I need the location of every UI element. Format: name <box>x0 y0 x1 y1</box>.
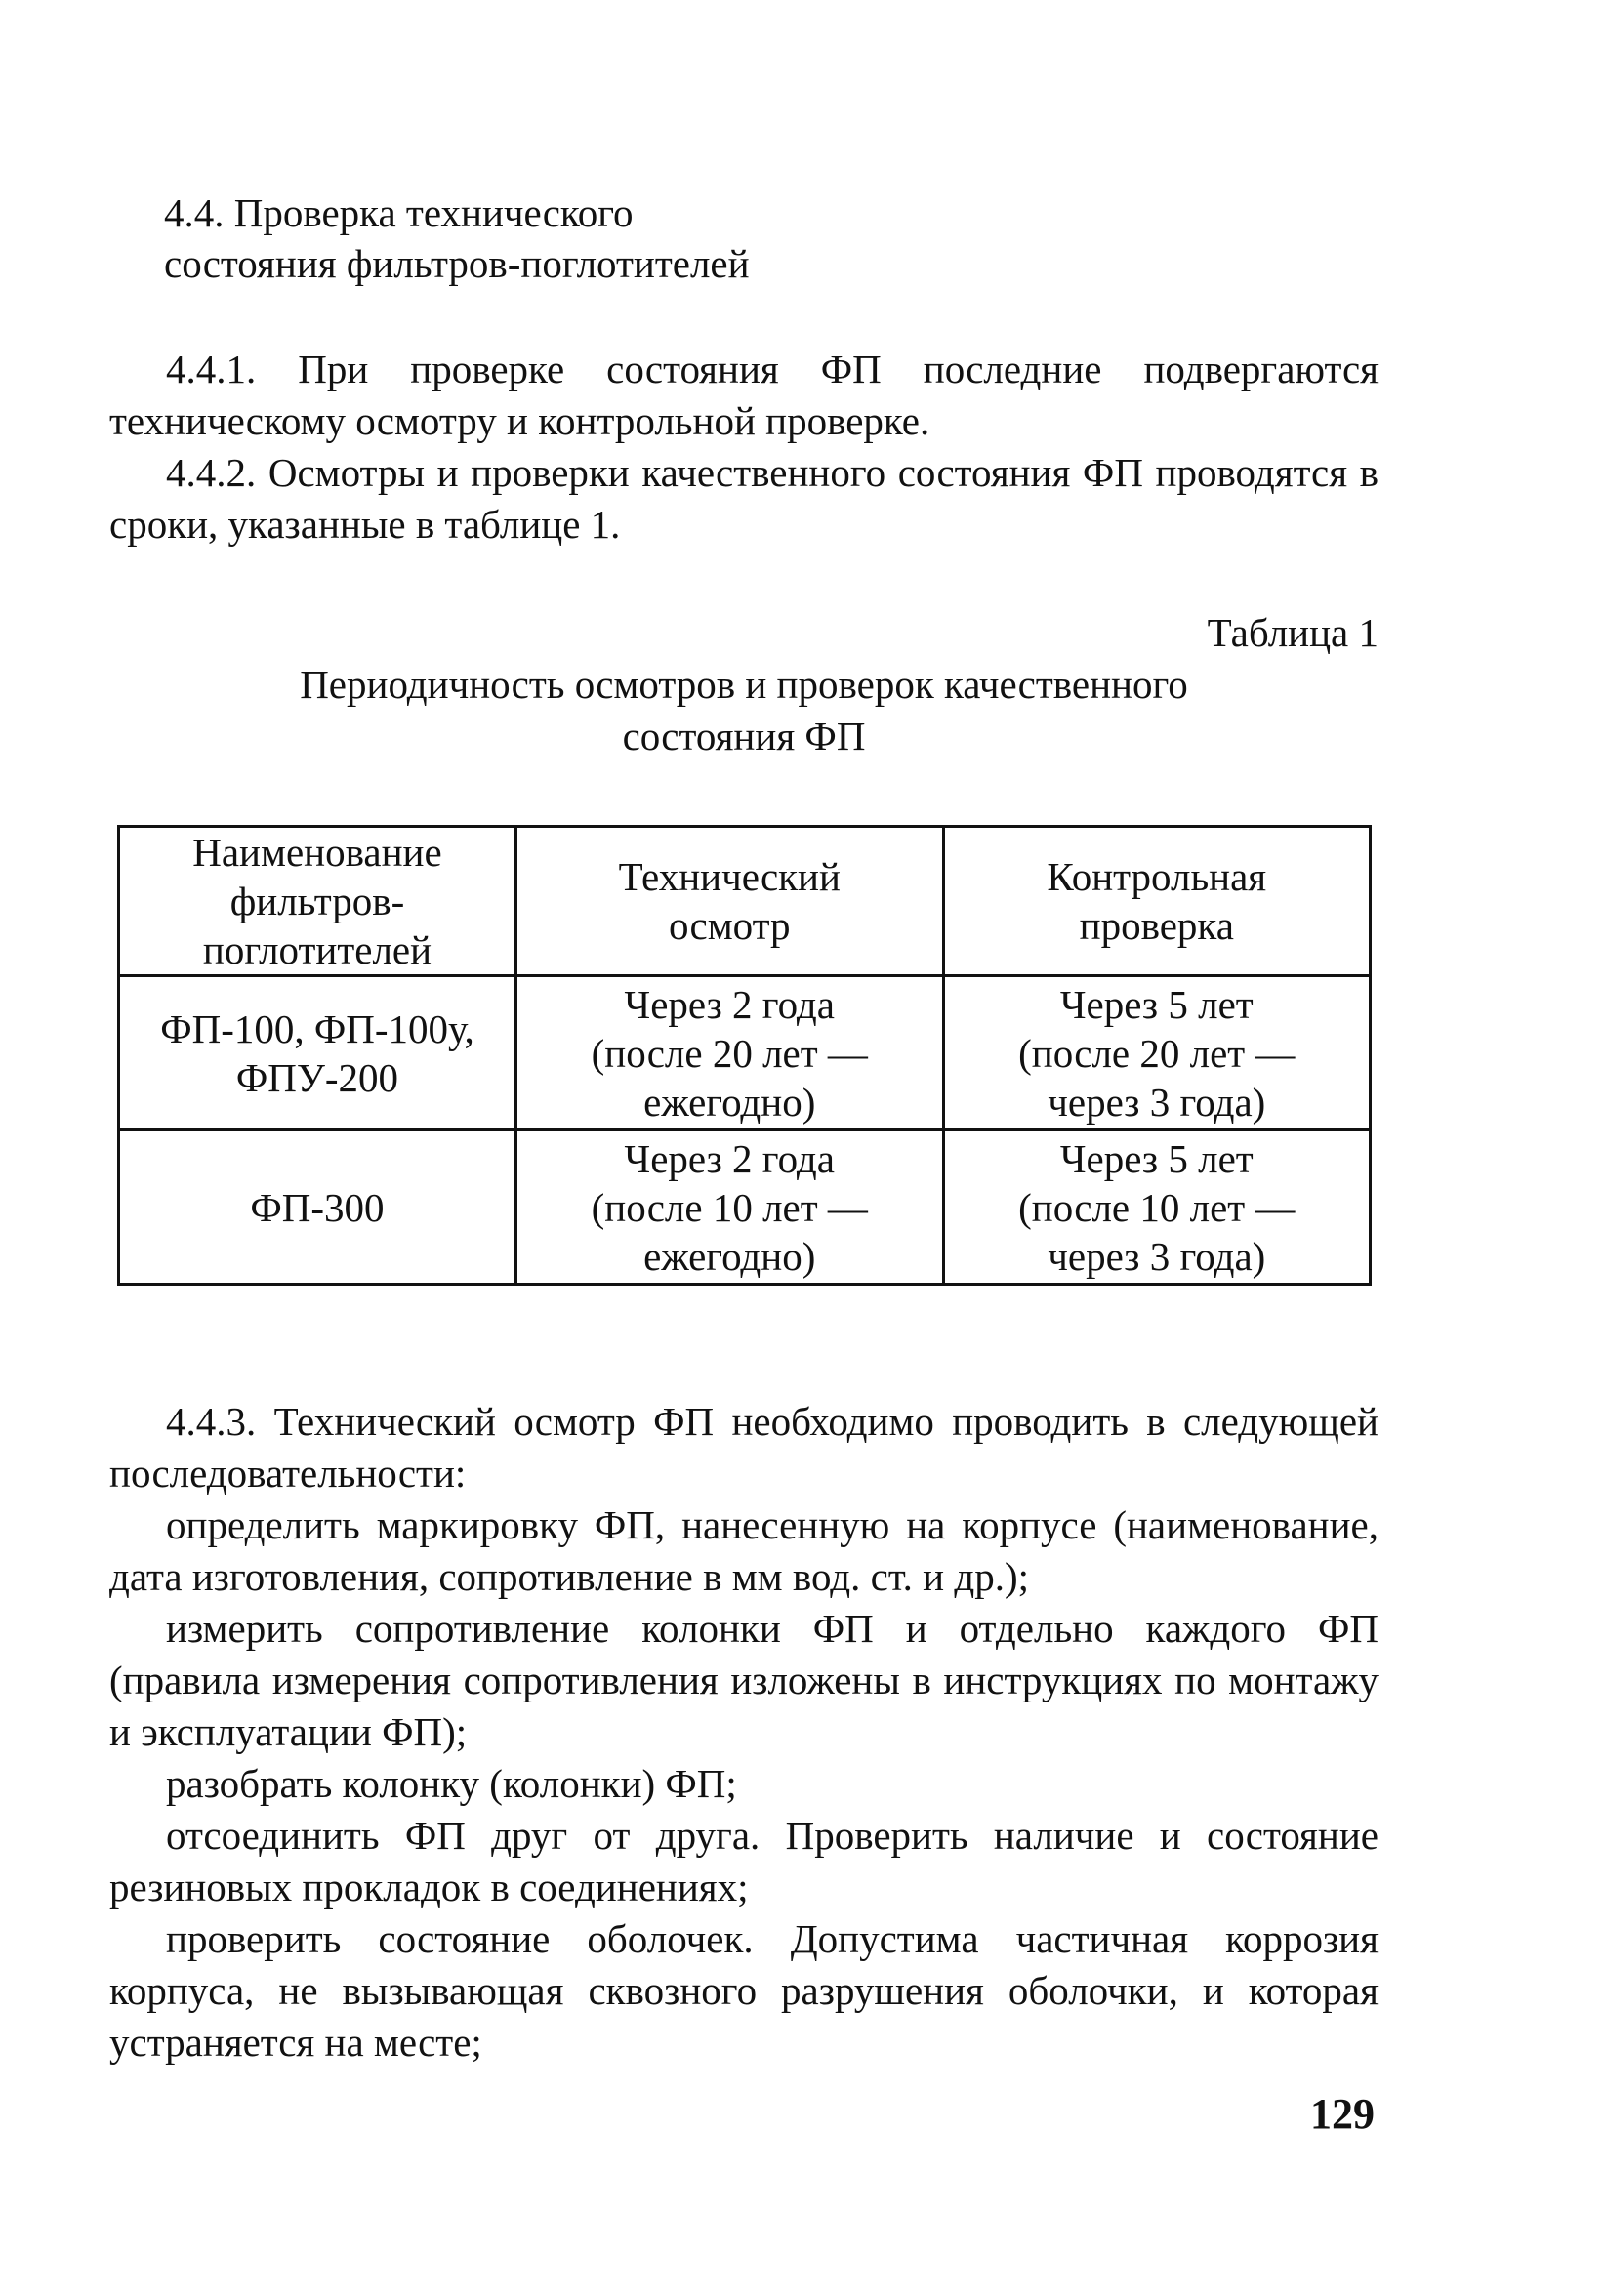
header-text: поглотителей <box>202 927 432 972</box>
header-text: осмотр <box>668 903 791 948</box>
section-heading-line-2: состояния фильтров-поглотителей <box>164 241 750 286</box>
cell-text: ФП-300 <box>250 1184 385 1230</box>
cell-text: (после 20 лет — <box>591 1030 868 1076</box>
table-header-row <box>119 827 1371 976</box>
cell-text: ФП-100, ФП-100у, <box>160 1005 474 1051</box>
table-title-line-1: Периодичность осмотров и проверок качественного <box>300 662 1188 707</box>
header-filter-name <box>119 827 516 976</box>
header-text: Контрольная <box>1047 854 1267 899</box>
cell-text: ежегодно) <box>643 1233 816 1279</box>
paragraph-4-4-1: 4.4.1. При проверке состояния ФП последние подвергаются техническому осмотру и контрольной проверке. <box>109 347 1379 443</box>
header-text: Наименование <box>192 830 442 875</box>
cell-text: ФПУ-200 <box>235 1054 399 1100</box>
table-number: Таблица 1 <box>1207 610 1379 655</box>
intro-paragraphs <box>109 344 1379 551</box>
step-check-shells: проверить состояние оболочек. Допустима частичная коррозия корпуса, не вызывающая сквозного разрушения оболочки, и которая устраняется на месте; <box>109 1916 1379 2065</box>
cell-control-check <box>943 976 1370 1130</box>
cell-text: ежегодно) <box>643 1079 816 1125</box>
cell-text: (после 20 лет — <box>1018 1030 1296 1076</box>
cell-text: Через 5 лет <box>1059 981 1254 1027</box>
cell-text: (после 10 лет — <box>1018 1184 1296 1230</box>
cell-control-check <box>943 1130 1370 1285</box>
table-row <box>119 976 1371 1130</box>
header-control-check <box>943 827 1370 976</box>
header-text: проверка <box>1079 903 1234 948</box>
cell-text: (после 10 лет — <box>591 1184 868 1230</box>
cell-text: Через 2 года <box>624 981 835 1027</box>
cell-filter-name <box>119 1130 516 1285</box>
paragraph-4-4-3: 4.4.3. Технический осмотр ФП необходимо проводить в следующей последовательности: <box>109 1399 1379 1496</box>
step-marking: определить маркировку ФП, нанесенную на корпусе (наименование, дата изготовления, сопротивление в мм вод. ст. и др.); <box>109 1502 1379 1599</box>
header-text: Технический <box>618 854 841 899</box>
table-row <box>119 1130 1371 1285</box>
section-heading-line-1: 4.4. Проверка технического <box>164 190 634 235</box>
page-number: 129 <box>1310 2090 1375 2138</box>
paragraph-4-4-2: 4.4.2. Осмотры и проверки качественного состояния ФП проводятся в сроки, указанные в таблице 1. <box>109 450 1379 547</box>
cell-text: через 3 года) <box>1048 1233 1266 1279</box>
table-title <box>109 659 1379 762</box>
header-technical-inspection <box>515 827 943 976</box>
section-heading <box>164 187 750 289</box>
cell-technical-inspection <box>515 1130 943 1285</box>
table-caption <box>109 607 1379 762</box>
cell-technical-inspection <box>515 976 943 1130</box>
cell-text: Через 2 года <box>624 1135 835 1181</box>
table-title-line-2: состояния ФП <box>622 714 866 758</box>
cell-text: через 3 года) <box>1048 1079 1266 1125</box>
inspection-schedule-table <box>117 825 1372 1286</box>
cell-filter-name <box>119 976 516 1130</box>
header-text: фильтров- <box>229 879 405 923</box>
inspection-steps <box>109 1396 1379 2069</box>
step-measure-resistance: измерить сопротивление колонки ФП и отдельно каждого ФП (правила измерения сопротивления изложены в инструкциях по монтажу и эксплуатации ФП); <box>109 1606 1379 1754</box>
cell-text: Через 5 лет <box>1059 1135 1254 1181</box>
step-disconnect: отсоединить ФП друг от друга. Проверить наличие и состояние резиновых прокладок в соединениях; <box>109 1813 1379 1909</box>
step-disassemble: разобрать колонку (колонки) ФП; <box>166 1761 737 1806</box>
